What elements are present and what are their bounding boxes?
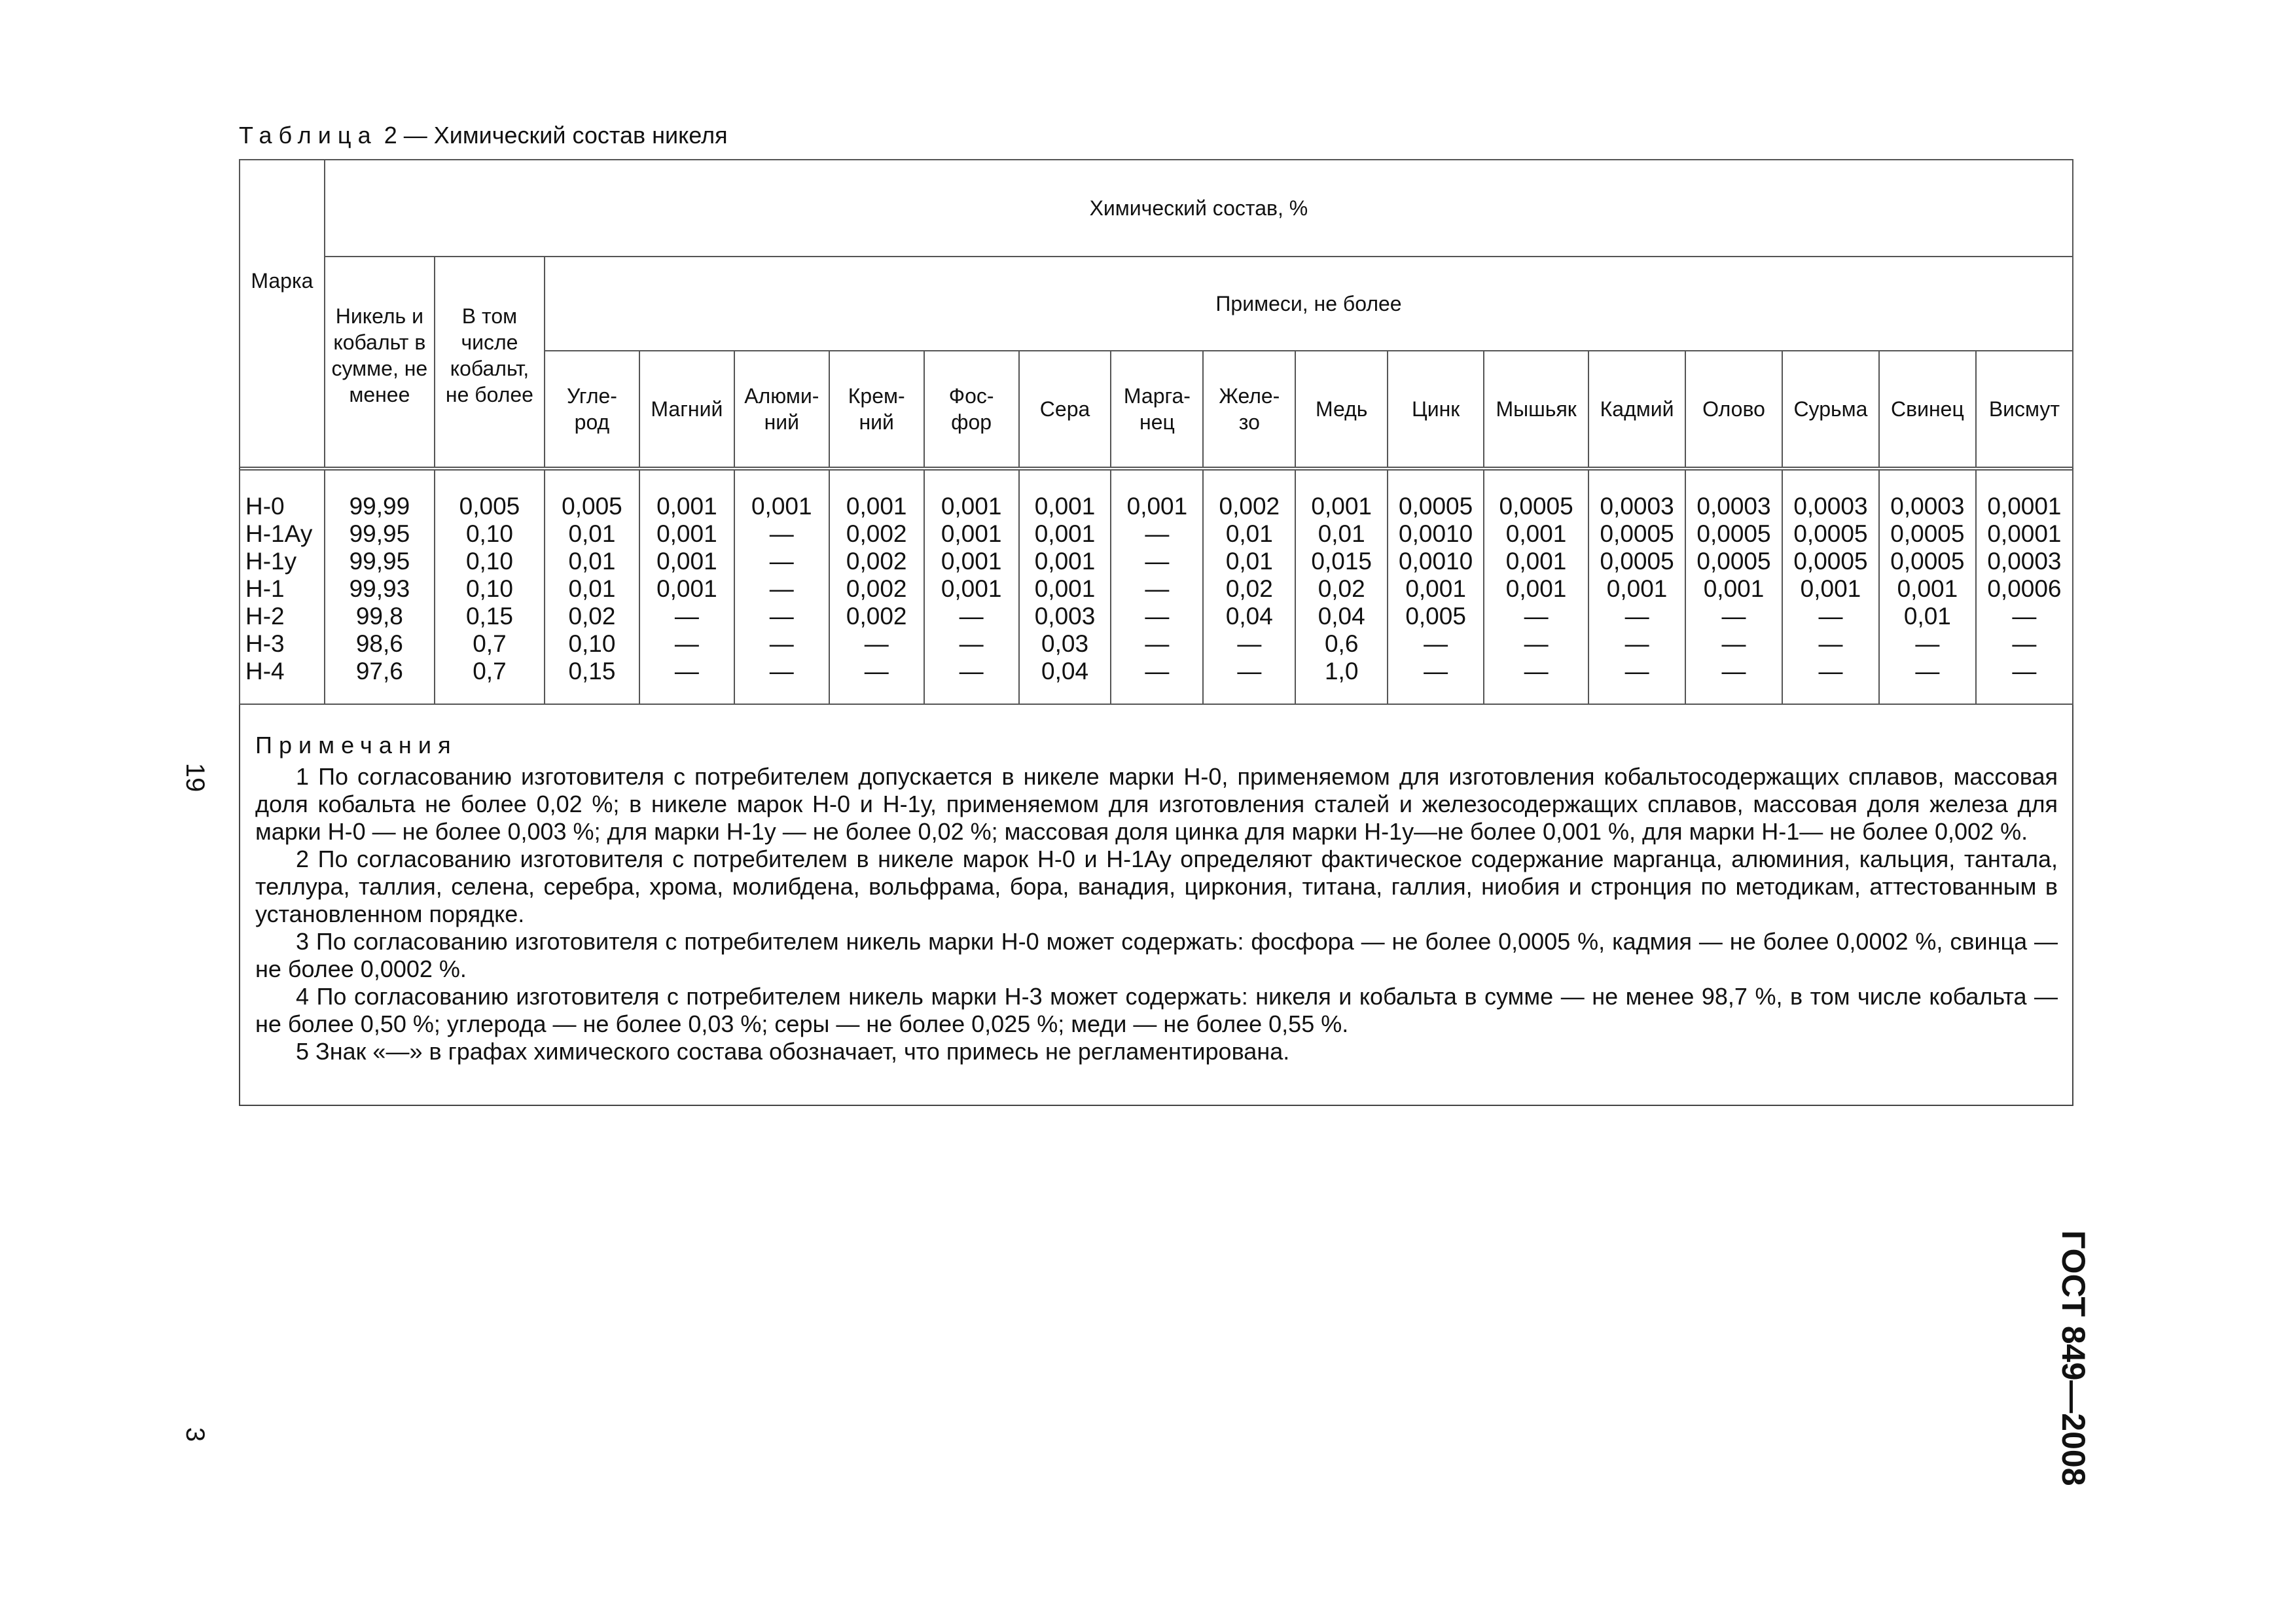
note-item: 3 По согласованию изготовителя с потребителем никель марки Н-0 может содержать: фосфора — не более 0,0005 %, кадмия — не более 0,0002 %, свинца — не более 0,0002 %. [255, 928, 2058, 982]
header-impurity: Сера [1019, 351, 1111, 469]
grade-cell: Н-0 [245, 493, 285, 520]
value-cell: 0,001 [1800, 575, 1861, 602]
header-impurity: Угле- род [545, 351, 639, 469]
header-impurity: Свинец [1879, 351, 1976, 469]
value-cell: 0,002 [846, 575, 907, 602]
value-cell: 0,001 [1606, 575, 1668, 602]
value-cell: 0,0005 [1499, 493, 1573, 520]
header-impurities: Примеси, не более [545, 257, 2073, 351]
value-cell: 0,001 [941, 575, 1002, 602]
header-chemical-composition: Химический состав, % [325, 160, 2073, 257]
value-cell: 0,001 [1703, 575, 1765, 602]
value-cell: 0,0003 [1793, 493, 1868, 520]
value-column [1019, 469, 1111, 704]
header-nickel-cobalt-sum: Никель и кобальт в сумме, не менее [325, 257, 435, 469]
value-column [1111, 469, 1203, 704]
value-cell: 0,015 [1311, 548, 1372, 575]
notes-title [255, 732, 2058, 759]
header-impurity: Медь [1295, 351, 1388, 469]
value-cell: 0,001 [656, 548, 717, 575]
value-cell: 0,0006 [1987, 575, 2062, 602]
value-cell: 0,02 [1225, 575, 1273, 602]
value-cell: 0,002 [846, 603, 907, 630]
notes-title-text: Примечания [255, 732, 457, 758]
value-cell: — [1624, 603, 1649, 630]
value-cell: — [1721, 603, 1746, 630]
value-cell: 0,001 [941, 493, 1002, 520]
value-cell: — [674, 658, 699, 685]
value-cell: 0,005 [459, 493, 520, 520]
value-cell: — [1237, 630, 1262, 657]
header-impurity: Олово [1685, 351, 1782, 469]
value-column [1976, 469, 2073, 704]
value-cell: 0,0005 [1696, 520, 1771, 547]
standard-designation: ГОСТ 849—2008 [2055, 1230, 2092, 1486]
value-cell: — [1145, 548, 1170, 575]
value-cell: 0,001 [1034, 575, 1096, 602]
value-cell: — [1915, 658, 1940, 685]
value-cell: 0,10 [465, 520, 513, 547]
value-column [829, 469, 924, 704]
value-cell: 0,001 [1505, 575, 1567, 602]
value-cell: 0,0010 [1399, 548, 1473, 575]
value-cell: 0,0001 [1987, 493, 2062, 520]
value-cell: 0,002 [1219, 493, 1280, 520]
value-cell: 0,01 [568, 575, 616, 602]
value-cell: 0,001 [656, 520, 717, 547]
value-cell: 0,001 [656, 575, 717, 602]
value-cell: — [1424, 630, 1448, 657]
value-cell: — [769, 630, 794, 657]
value-cell: — [1145, 575, 1170, 602]
value-cell: 0,7 [473, 630, 507, 657]
value-cell: — [1237, 658, 1262, 685]
value-cell: 0,10 [465, 548, 513, 575]
value-cell: 0,0005 [1793, 548, 1868, 575]
value-column [1588, 469, 1685, 704]
value-cell: — [959, 630, 984, 657]
value-cell: 0,001 [941, 548, 1002, 575]
value-cell: — [864, 630, 889, 657]
value-cell: — [1818, 658, 1843, 685]
value-cell: 0,0003 [1987, 548, 2062, 575]
value-column [1879, 469, 1976, 704]
value-cell: 0,0005 [1600, 520, 1674, 547]
grade-cell: Н-2 [245, 603, 285, 630]
grade-cell: Н-1 [245, 575, 285, 602]
value-cell: 0,001 [941, 520, 1002, 547]
note-item: 5 Знак «—» в графах химического состава обозначает, что примесь не регламентирована. [296, 1038, 1290, 1065]
table-caption-title: 2 — Химический состав никеля [377, 122, 728, 149]
value-cell: 0,003 [1034, 603, 1096, 630]
value-cell: — [769, 603, 794, 630]
value-cell: 0,0005 [1600, 548, 1674, 575]
value-cell: — [959, 603, 984, 630]
value-cell: 0,01 [1225, 520, 1273, 547]
value-cell: 0,0003 [1600, 493, 1674, 520]
value-column [924, 469, 1019, 704]
value-column [639, 469, 734, 704]
value-cell: 0,04 [1225, 603, 1273, 630]
header-impurity: Алюми- ний [734, 351, 829, 469]
value-cell: 0,01 [1903, 603, 1951, 630]
value-cell: 0,15 [465, 603, 513, 630]
value-cell: 0,02 [1318, 575, 1365, 602]
header-impurity: Крем- ний [829, 351, 924, 469]
value-cell: — [1145, 603, 1170, 630]
value-cell: 99,8 [355, 603, 403, 630]
value-cell: 0,15 [568, 658, 616, 685]
value-cell: 0,005 [562, 493, 622, 520]
header-impurity: Кадмий [1588, 351, 1685, 469]
value-cell: 0,02 [568, 603, 616, 630]
note-item: 1 По согласованию изготовителя с потребителем допускается в никеле марки Н-0, применяемом для изготовления кобальтосодержащих сплавов, массовая доля кобальта не более 0,02 %; в никеле марок Н-0 и Н-1у, применяемом для изготовления сталей и железосодержащих сплавов, массовая доля железа для марки Н-0 — не более 0,003 %; для марки Н-1у — не более 0,02 %; массовая доля цинка для марки Н-1у—не более 0,001 %, для марки Н-1— не более 0,002 %. [255, 763, 2058, 845]
value-cell: 98,6 [355, 630, 403, 657]
value-cell: 1,0 [1324, 658, 1359, 685]
value-cell: 0,001 [1034, 493, 1096, 520]
value-cell: — [1818, 630, 1843, 657]
value-cell: 0,001 [1311, 493, 1372, 520]
value-cell: 0,002 [846, 548, 907, 575]
value-cell: 0,001 [1505, 520, 1567, 547]
value-cell: 0,0005 [1793, 520, 1868, 547]
value-column [1782, 469, 1879, 704]
value-cell: 0,002 [846, 520, 907, 547]
header-impurity: Магний [639, 351, 734, 469]
value-cell: — [1524, 658, 1549, 685]
value-cell: 0,6 [1324, 630, 1359, 657]
value-cell: 0,0005 [1890, 548, 1965, 575]
value-cell: 99,99 [349, 493, 410, 520]
value-cell: — [2012, 603, 2037, 630]
value-cell: — [1524, 630, 1549, 657]
table-caption-label: Таблица [239, 122, 378, 149]
value-column [435, 469, 545, 704]
header-impurity: Марга- нец [1111, 351, 1203, 469]
value-cell: 99,93 [349, 575, 410, 602]
value-cell: — [1818, 603, 1843, 630]
value-cell: 0,04 [1041, 658, 1089, 685]
value-cell: — [1145, 520, 1170, 547]
grade-cell: Н-1Ау [245, 520, 313, 547]
value-cell: 0,001 [751, 493, 812, 520]
grade-column [240, 469, 325, 704]
header-impurity: Фос- фор [924, 351, 1019, 469]
value-cell: — [1721, 630, 1746, 657]
value-cell: 0,0005 [1399, 493, 1473, 520]
value-cell: 0,001 [656, 493, 717, 520]
value-cell: — [674, 630, 699, 657]
value-cell: 0,0010 [1399, 520, 1473, 547]
value-cell: 99,95 [349, 520, 410, 547]
value-cell: 0,001 [1897, 575, 1958, 602]
value-cell: 0,01 [568, 548, 616, 575]
value-cell: 0,001 [1126, 493, 1188, 520]
value-column [1203, 469, 1295, 704]
value-cell: 0,10 [465, 575, 513, 602]
value-cell: — [959, 658, 984, 685]
value-cell: — [1624, 658, 1649, 685]
value-column [325, 469, 435, 704]
value-cell: 0,0003 [1890, 493, 1965, 520]
value-column [1685, 469, 1782, 704]
header-impurity: Висмут [1976, 351, 2073, 469]
page-number-3: 3 [181, 1427, 209, 1442]
value-cell: 0,0005 [1890, 520, 1965, 547]
table-data-row [240, 469, 2073, 704]
grade-cell: Н-3 [245, 630, 285, 657]
value-cell: 0,0003 [1696, 493, 1771, 520]
value-cell: 0,001 [846, 493, 907, 520]
value-cell: — [674, 603, 699, 630]
header-impurity: Желе- зо [1203, 351, 1295, 469]
value-column [734, 469, 829, 704]
value-column [1484, 469, 1588, 704]
value-cell: — [864, 658, 889, 685]
value-cell: — [1624, 630, 1649, 657]
header-grade: Марка [240, 160, 325, 469]
value-cell: 0,01 [568, 520, 616, 547]
value-cell: 0,0001 [1987, 520, 2062, 547]
value-column [1388, 469, 1484, 704]
note-item: 2 По согласованию изготовителя с потребителем в никеле марок Н-0 и Н-1Ау определяют фактическое содержание марганца, алюминия, кальция, тантала, теллура, таллия, селена, серебра, хрома, молибдена, вольфрама, бора, ванадия, циркония, титана, галлия, ниобия и стронция по методикам, аттестованным в установленном порядке. [255, 846, 2058, 927]
value-cell: 0,7 [473, 658, 507, 685]
note-item: 4 По согласованию изготовителя с потребителем никель марки Н-3 может содержать: никеля и кобальта в сумме — не менее 98,7 %, в том числе кобальта — не более 0,50 %; углерода — не более 0,03 %; серы — не более 0,025 %; меди — не более 0,55 %. [255, 983, 2058, 1037]
grade-cell: Н-4 [245, 658, 285, 685]
value-cell: — [1915, 630, 1940, 657]
value-cell: 0,001 [1034, 520, 1096, 547]
value-cell: 0,001 [1505, 548, 1567, 575]
value-cell: — [1145, 658, 1170, 685]
header-impurity: Сурьма [1782, 351, 1879, 469]
value-cell: 97,6 [355, 658, 403, 685]
value-cell: — [1721, 658, 1746, 685]
value-cell: — [769, 575, 794, 602]
value-cell: — [1524, 603, 1549, 630]
value-cell: 0,01 [1318, 520, 1365, 547]
value-cell: 0,0005 [1696, 548, 1771, 575]
value-cell: — [1145, 630, 1170, 657]
header-impurity: Мышьяк [1484, 351, 1588, 469]
notes-block [255, 732, 2058, 1065]
value-column [1295, 469, 1388, 704]
page-number-19: 19 [181, 762, 209, 793]
value-cell: — [769, 548, 794, 575]
value-cell: 0,005 [1405, 603, 1466, 630]
value-cell: — [1424, 658, 1448, 685]
value-cell: 0,001 [1405, 575, 1466, 602]
value-cell: — [769, 520, 794, 547]
value-cell: 0,01 [1225, 548, 1273, 575]
value-cell: — [769, 658, 794, 685]
value-cell: 99,95 [349, 548, 410, 575]
value-cell: 0,001 [1034, 548, 1096, 575]
header-impurity: Цинк [1388, 351, 1484, 469]
value-column [545, 469, 639, 704]
value-cell: 0,10 [568, 630, 616, 657]
table-caption [239, 122, 728, 149]
value-cell: 0,04 [1318, 603, 1365, 630]
chemical-composition-table [239, 159, 2073, 705]
grade-cell: Н-1у [245, 548, 297, 575]
value-cell: 0,03 [1041, 630, 1089, 657]
value-cell: — [2012, 658, 2037, 685]
value-cell: — [2012, 630, 2037, 657]
header-cobalt-max: В том числе кобальт, не более [435, 257, 545, 469]
